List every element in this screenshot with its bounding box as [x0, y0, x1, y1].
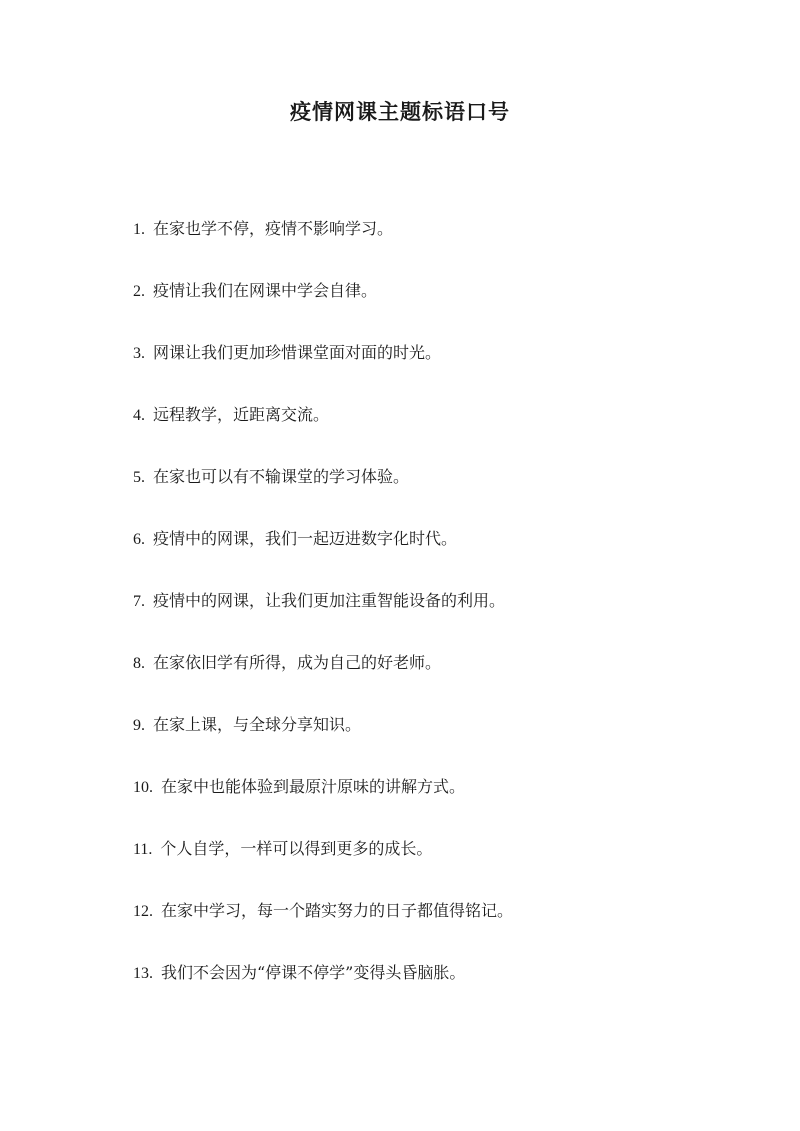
list-item: [133, 522, 753, 584]
item-number: 12.: [133, 903, 153, 920]
slogan-list: [133, 212, 753, 1018]
item-number: 13.: [133, 965, 153, 982]
item-text: 网课让我们更加珍惜课堂面对面的时光。: [153, 343, 442, 362]
list-item: [133, 336, 753, 398]
item-number: 11.: [133, 841, 153, 858]
item-text: 在家也学不停，疫情不影响学习。: [153, 219, 394, 238]
item-text: 疫情中的网课，让我们更加注重智能设备的利用。: [153, 591, 506, 610]
list-item: [133, 832, 753, 894]
item-text: 个人自学，一样可以得到更多的成长。: [160, 839, 433, 858]
list-item: [133, 956, 753, 1018]
item-text: 疫情中的网课，我们一起迈进数字化时代。: [153, 529, 458, 548]
list-item: [133, 398, 753, 460]
list-item: [133, 708, 753, 770]
item-number: 2.: [133, 283, 145, 300]
item-text: 远程教学，近距离交流。: [153, 405, 330, 424]
item-number: 6.: [133, 531, 145, 548]
item-number: 9.: [133, 717, 145, 734]
item-number: 7.: [133, 593, 145, 610]
item-text: 在家中也能体验到最原汁原味的讲解方式。: [161, 777, 466, 796]
document-title: 疫情网课主题标语口号: [290, 99, 510, 124]
item-text: 在家依旧学有所得，成为自己的好老师。: [153, 653, 442, 672]
list-item: [133, 212, 753, 274]
item-text: 疫情让我们在网课中学会自律。: [153, 281, 378, 300]
item-text: 在家上课，与全球分享知识。: [153, 715, 362, 734]
list-item: [133, 584, 753, 646]
item-number: 3.: [133, 345, 145, 362]
list-item: [133, 770, 753, 832]
item-text: 在家也可以有不输课堂的学习体验。: [153, 467, 410, 486]
list-item: [133, 894, 753, 956]
item-text: 在家中学习，每一个踏实努力的日子都值得铭记。: [161, 901, 514, 920]
item-number: 10.: [133, 779, 153, 796]
item-number: 8.: [133, 655, 145, 672]
item-number: 1.: [133, 221, 145, 238]
list-item: [133, 274, 753, 336]
item-number: 5.: [133, 469, 145, 486]
item-number: 4.: [133, 407, 145, 424]
list-item: [133, 646, 753, 708]
list-item: [133, 460, 753, 522]
item-text: 我们不会因为“停课不停学”变得头昏脑胀。: [161, 963, 466, 982]
